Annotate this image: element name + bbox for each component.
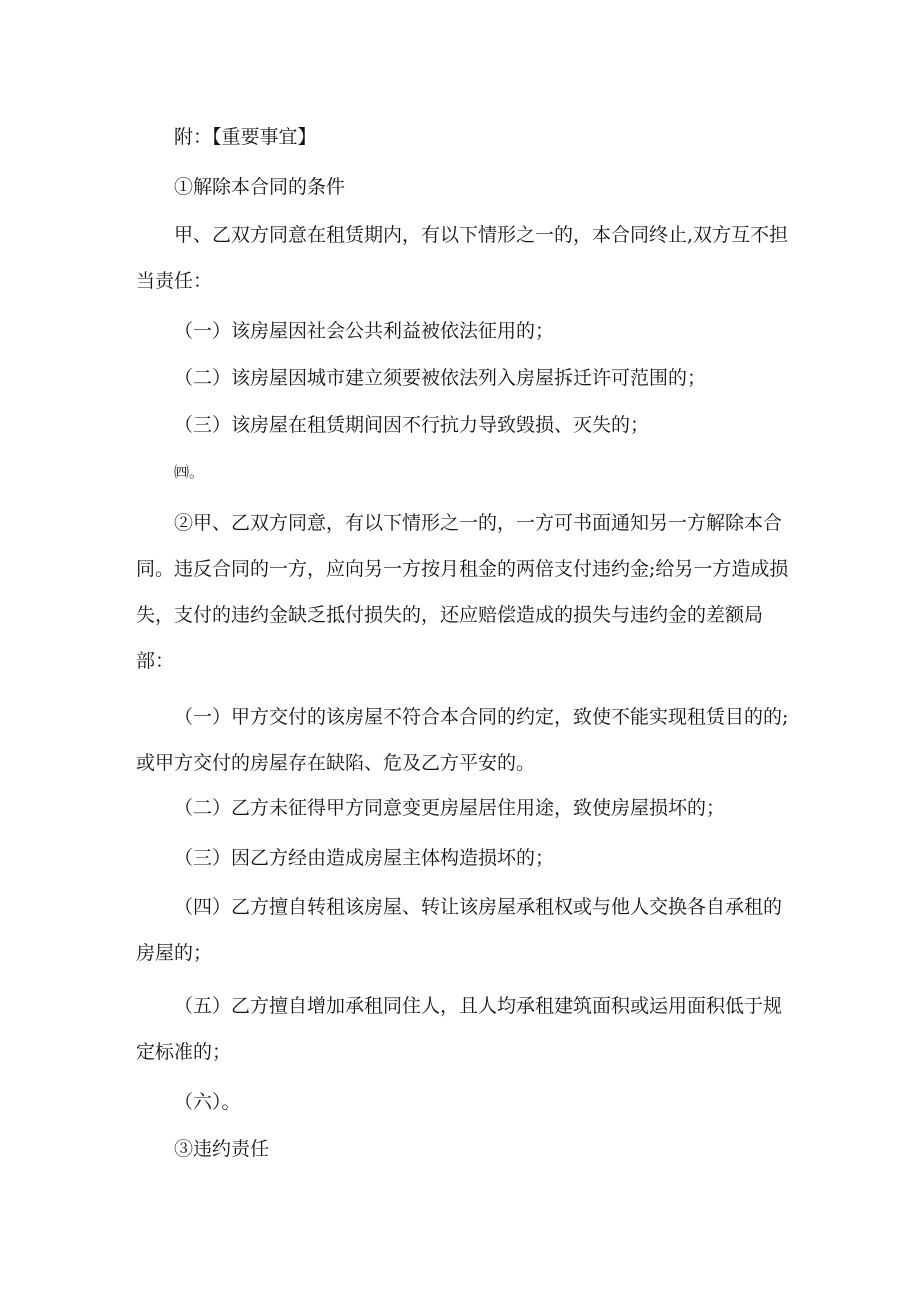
section-1-title: ①解除本合同的条件 [174,176,346,198]
section-1-item-2: （二）该房屋因城市建立须要被依法列入房屋拆迁许可范围的； [174,367,707,389]
section-2-item-3: （三）因乙方经由造成房屋主体构造损坏的； [174,847,555,869]
document-heading: 附：【重要事宜】 [174,126,317,148]
section-3-title: ③违约责任 [174,1138,270,1160]
section-1-item-3: （三）该房屋在租赁期间因不行抗力导致毁损、灭失的； [174,414,650,436]
section-1-item-4: ㈣。 [174,463,205,481]
section-2-item-6: （六）。 [174,1091,241,1113]
section-1-item-1: （一）该房屋因社会公共利益被依法征用的； [174,320,555,342]
section-2-item-1: （一）甲方交付的该房屋不符合本合同的约定，致使不能实现租赁目的的;或甲方交付的房屋存在缺陷、危及乙方平安的。 [136,706,789,774]
section-2-item-5: （五）乙方擅自增加承租同住人，且人均承租建筑面积或运用面积低于规定标准的； [136,995,783,1063]
section-2-intro: ②甲、乙双方同意，有以下情形之一的，一方可书面通知另一方解除本合同。违反合同的一方，应向另一方按月租金的两倍支付违约金;给另一方造成损失，支付的违约金缺乏抵付损失的，还应赔偿造成的损失与违约金的差额局部： [136,512,789,672]
section-2-item-4: （四）乙方擅自转租该房屋、转让该房屋承租权或与他人交换各自承租的房屋的； [136,896,783,964]
section-2-item-2: （二）乙方未征得甲方同意变更房屋居住用途，致使房屋损坏的； [174,797,726,819]
section-1-intro: 甲、乙双方同意在租赁期内，有以下情形之一的，本合同终止,双方互不担当责任： [136,224,789,292]
